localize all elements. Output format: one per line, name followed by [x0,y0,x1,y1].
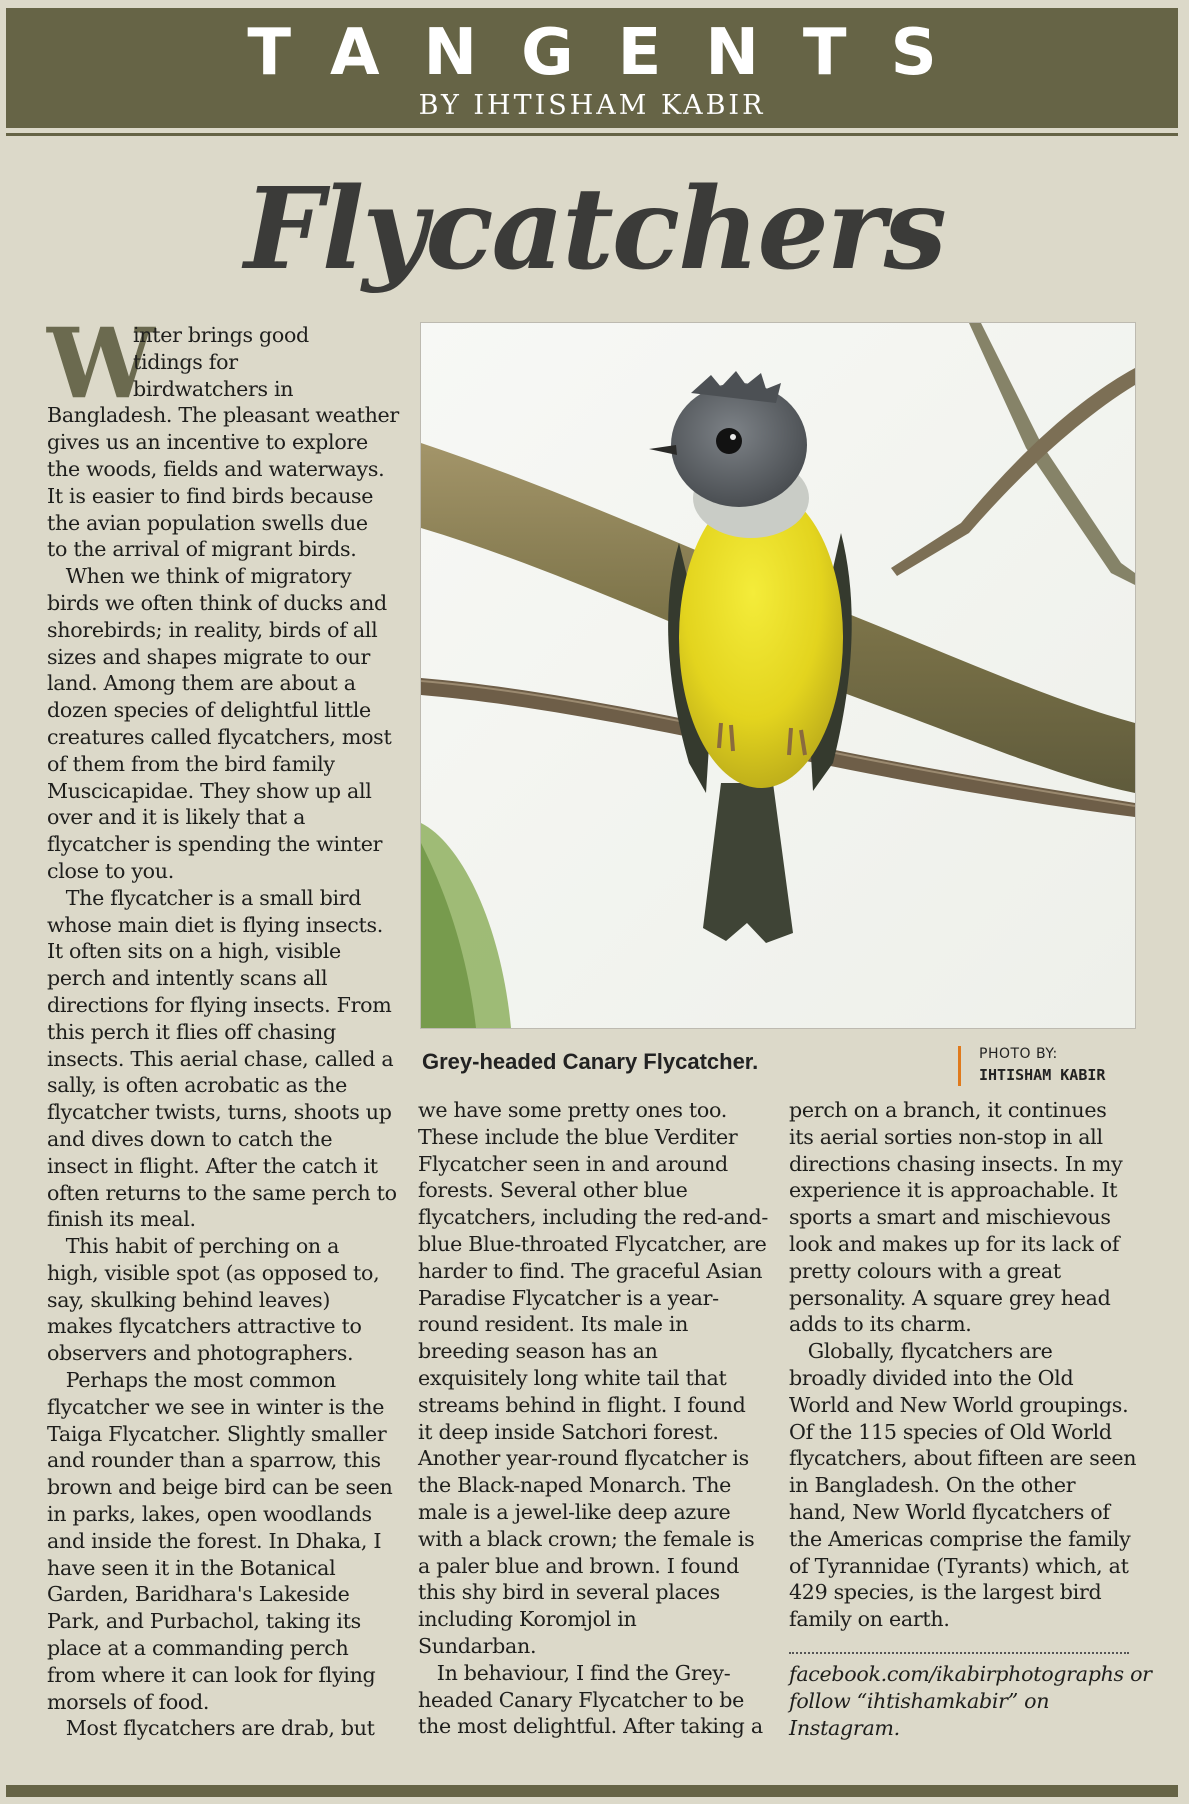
text-line: often returns to the same perch to [47,1180,397,1205]
text-line: in Bangladesh. On the other [789,1473,1076,1498]
text-line: look and makes up for its lack of [789,1231,1120,1256]
text-line: makes flycatchers attractive to [47,1314,362,1339]
social-footer-note [789,1661,1152,1741]
text-line: brown and beige bird can be seen [47,1475,393,1500]
text-line: In behaviour, I find the Grey- [418,1660,731,1685]
text-line: and dives down to catch the [47,1126,333,1151]
text-line: It often sits on a high, visible [47,939,341,964]
text-line: experience it is approachable. It [789,1178,1118,1203]
text-line: land. Among them are about a [47,671,356,696]
text-line: the avian population swells due [47,510,368,535]
text-line: its aerial sorties non-stop in all [789,1124,1103,1149]
text-line: morsels of food. [47,1689,210,1714]
text-line: from where it can look for flying [47,1662,376,1687]
text-line: finish its meal. [47,1207,196,1232]
text-line: close to you. [47,858,174,883]
text-line: The flycatcher is a small bird [47,885,362,910]
column-title: TANGENTS [247,16,981,90]
text-line: adds to its charm. [789,1312,972,1337]
flycatcher-illustration [421,323,1135,1028]
text-line: follow “ihtishamkabir” on [789,1688,1050,1713]
text-line: flycatchers, about fifteen are seen [789,1446,1137,1471]
text-line: high, visible spot (as opposed to, [47,1260,380,1285]
text-line: the woods, fields and waterways. [47,456,385,481]
drop-cap: W [47,307,155,420]
text-line: say, skulking behind leaves) [47,1287,331,1312]
text-line: we have some pretty ones too. [418,1098,727,1122]
text-line: forests. Several other blue [418,1178,688,1203]
text-line: and rounder than a sparrow, this [47,1448,381,1473]
text-line: pretty colours with a great [789,1258,1061,1283]
text-line: whose main diet is flying insects. [47,912,384,937]
article-column-2 [418,1097,768,1740]
text-line: family on earth. [789,1607,950,1632]
text-line: Paradise Flycatcher is a year- [418,1285,719,1310]
text-line: Another year-round flycatcher is [418,1446,749,1471]
text-line: Muscicapidae. They show up all [47,778,372,803]
text-line: It is easier to find birds because [47,483,374,508]
bird-photo [421,323,1135,1028]
text-line: Most flycatchers are drab, but [47,1716,375,1741]
text-line: headed Canary Flycatcher to be [418,1687,744,1712]
text-line: sizes and shapes migrate to our [47,644,371,669]
text-line: this shy bird in several places [418,1580,720,1605]
text-line: to the arrival of migrant birds. [47,537,357,562]
text-line: the most delightful. After taking a [418,1714,763,1739]
text-line: broadly divided into the Old [789,1365,1074,1390]
text-line: perch and intently scans all [47,966,328,991]
text-line: this perch it flies off chasing [47,1019,336,1044]
text-line: gives us an incentive to explore [47,430,368,455]
text-line: streams behind in flight. I found [418,1392,746,1417]
text-line: the Black-naped Monarch. The [418,1473,732,1498]
text-line: Of the 115 species of Old World [789,1419,1112,1444]
text-line: round resident. Its male in [418,1312,689,1337]
text-line: flycatcher twists, turns, shoots up [47,1100,392,1125]
text-line: insect in flight. After the catch it [47,1153,378,1178]
text-line: blue Blue-throated Flycatcher, are [418,1231,767,1256]
text-line: Sundarban. [418,1633,537,1658]
text-line: birds we often think of ducks and [47,590,387,615]
text-line: male is a jewel-like deep azure [418,1499,731,1524]
text-line: including Koromjol in [418,1607,637,1632]
text-line: insects. This aerial chase, called a [47,1046,394,1071]
text-line: in parks, lakes, open woodlands [47,1502,372,1527]
text-line: Garden, Baridhara's Lakeside [47,1582,350,1607]
byline: BY IHTISHAM KABIR [418,90,766,121]
text-line: birdwatchers in [133,376,294,401]
text-line: flycatcher we see in winter is the [47,1394,385,1419]
text-line: Flycatcher seen in and around [418,1151,728,1176]
text-line: breeding season has an [418,1339,658,1364]
text-line: These include the blue Verditer [418,1124,738,1149]
photo-caption: Grey-headed Canary Flycatcher. [422,1049,759,1074]
credit-accent-bar [958,1046,961,1086]
text-line: World and New World groupings. [789,1392,1129,1417]
text-line: hand, New World flycatchers of [789,1499,1110,1524]
text-line: Globally, flycatchers are [789,1339,1053,1364]
text-line: perch on a branch, it continues [789,1098,1107,1122]
text-line: and inside the forest. In Dhaka, I [47,1528,382,1553]
text-line: over and it is likely that a [47,805,306,830]
text-line: sports a smart and mischievous [789,1205,1111,1230]
text-line: a paler blue and brown. I found [418,1553,740,1578]
text-line: inter brings good [133,323,309,347]
text-line: creatures called flycatchers, most [47,724,392,749]
text-line: dozen species of delightful little [47,698,371,723]
article-column-1 [47,322,397,1742]
photo-credit-label: PHOTO BY: [979,1046,1058,1062]
text-line: flycatcher is spending the winter [47,832,383,857]
text-line: tidings for [133,349,238,374]
text-line: of Tyrannidae (Tyrants) which, at [789,1553,1129,1578]
text-line: directions chasing insects. In my [789,1151,1123,1176]
facebook-link[interactable]: facebook.com/ikabirphotographs or [789,1662,1152,1686]
text-line: Taiga Flycatcher. Slightly smaller [47,1421,387,1446]
text-line: exquisitely long white tail that [418,1365,727,1390]
text-line: personality. A square grey head [789,1285,1111,1310]
text-line: the Americas comprise the family [789,1526,1131,1551]
text-line: of them from the bird family [47,751,335,776]
text-line: This habit of perching on a [47,1234,340,1259]
text-line: harder to find. The graceful Asian [418,1258,763,1283]
text-line: Park, and Purbachol, taking its [47,1609,361,1634]
dotted-separator [789,1652,1129,1654]
photo-credit-name: IHTISHAM KABIR [979,1066,1106,1084]
text-line: sally, is often acrobatic as the [47,1073,347,1098]
text-line: Instagram. [789,1715,900,1740]
text-line: directions for flying insects. From [47,992,392,1017]
headline: Flycatchers [244,164,945,295]
text-line: it deep inside Satchori forest. [418,1419,719,1444]
text-line: with a black crown; the female is [418,1526,755,1551]
masthead-divider [6,133,1178,136]
text-line: place at a commanding perch [47,1636,349,1661]
text-line: Bangladesh. The pleasant weather [47,403,399,428]
bottom-rule [6,1785,1178,1797]
text-line: 429 species, is the largest bird [789,1580,1102,1605]
text-line: shorebirds; in reality, birds of all [47,617,378,642]
text-line: Perhaps the most common [47,1368,336,1393]
text-line: observers and photographers. [47,1341,354,1366]
article-column-3 [789,1097,1139,1633]
text-line: flycatchers, including the red-and- [418,1205,769,1230]
text-line: When we think of migratory [47,564,352,589]
text-line: have seen it in the Botanical [47,1555,336,1580]
masthead [6,8,1178,128]
